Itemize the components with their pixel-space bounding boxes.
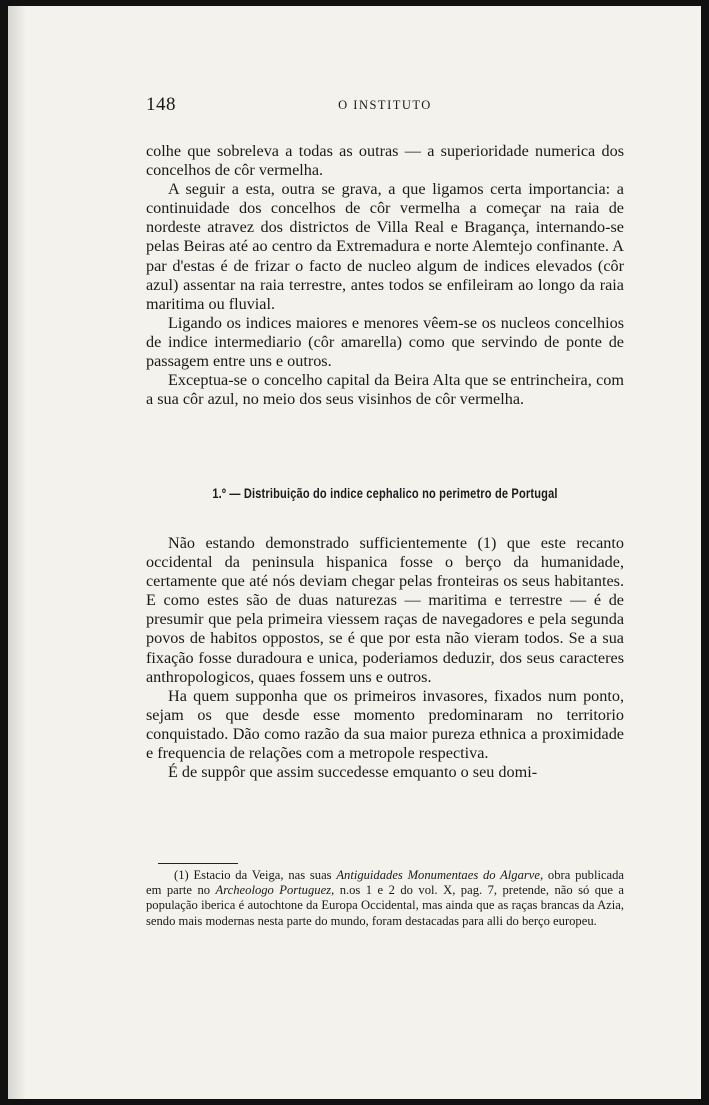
page-edge-shadow <box>8 6 26 1099</box>
body-text-top <box>146 142 624 409</box>
paragraph: colhe que sobreleva a todas as outras — a superioridade numerica dos concelhos de côr vermelha. <box>146 142 624 180</box>
book-page <box>8 6 701 1099</box>
footnote-marker: (1) <box>174 868 189 882</box>
footnote-text: obra publicada em parte no <box>146 868 625 898</box>
footnote-work-title: Antiguidades Monumentaes do Algarve, <box>336 868 544 882</box>
section-heading: 1.º — Distribuição do indice cephalico no perimetro de Portugal <box>212 486 558 501</box>
paragraph: Exceptua-se o concelho capital da Beira Alta que se entrincheira, com a sua côr azul, no meio dos seus visinhos de côr vermelha. <box>146 371 624 409</box>
paragraph: Ligando os indices maiores e menores vêem-se os nucleos concelhios de indice intermediario (côr amarella) como que servindo de ponte de passagem entre uns e outros. <box>146 313 624 371</box>
footnote-text: Estacio da Veiga, nas suas <box>193 868 332 882</box>
page-header <box>146 94 624 118</box>
footnote-work-title: Archeologo Portuguez, <box>215 883 335 898</box>
footnote <box>146 868 624 929</box>
paragraph: A seguir a esta, outra se grava, a que ligamos certa importancia: a continuidade dos concelhos de côr vermelha a começar na raia de nordeste atravez dos districtos de Villa Real e Bragança, internando-se pelas Beiras até ao centro da Extremadura e norte Alemtejo confinante. A par d'estas é de frizar o facto de nucleo algum de indices elevados (côr azul) assentar na raia terrestre, antes todos se enfileiram ao longo da raia maritima ou fluvial. <box>146 180 624 313</box>
paragraph: Ha quem supponha que os primeiros invasores, fixados num ponto, sejam os que desde esse momento predominaram no territorio conquistado. Dão como razão da sua maior pureza ethnica a proximidade e frequencia de relações com a metropole respectiva. <box>146 686 624 763</box>
page-number: 148 <box>146 94 176 115</box>
running-title: O INSTITUTO <box>338 98 432 112</box>
footnote-rule <box>158 863 238 864</box>
paragraph: Não estando demonstrado sufficientemente (1) que este recanto occidental da peninsula hispanica fosse o berço da humanidade, certamente que até nós deviam chegar pelas fronteiras os seus habitantes. E como estes são de duas naturezas — maritima e terrestre — é de presumir que pela primeira viessem raças de navegadores e pela segunda povos de habitos oppostos, se é que por esta não vieram todos. Se a sua fixação fosse duradoura e unica, poderiamos deduzir, dos seus caracteres anthropologicos, quaes fossem uns e outros. <box>146 534 624 686</box>
paragraph: É de suppôr que assim succedesse emquanto o seu domi- <box>168 763 538 782</box>
footnote-text: n.os 1 e 2 do vol. X, pag. 7, pretende, não só que a população iberica é autochtone da Europa Occidental, mas ainda que as raças brancas da Azia, sendo mais modernas nesta parte do mundo, foram destacadas para alli do berço europeu. <box>146 883 624 928</box>
body-text-bottom <box>146 534 624 782</box>
